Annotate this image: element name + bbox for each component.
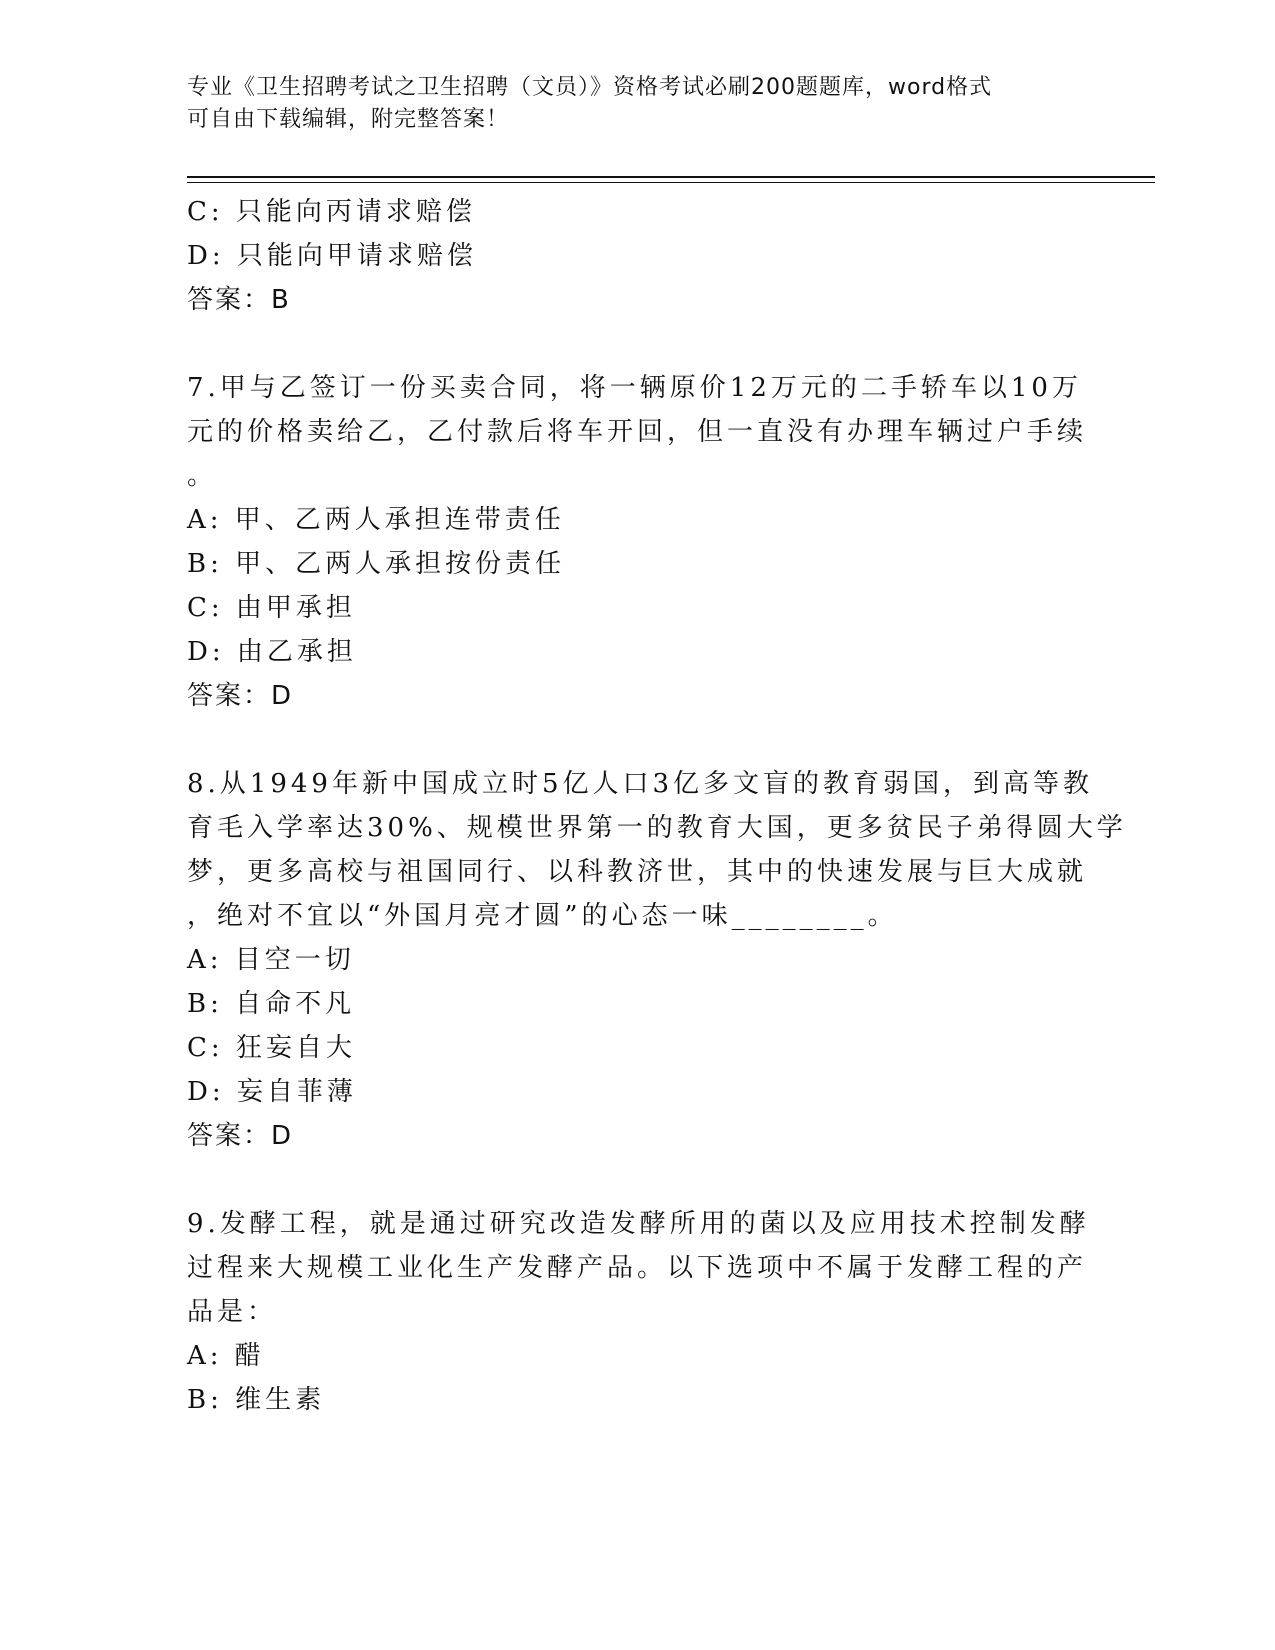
spacer (187, 718, 1087, 762)
q6-option-d: D: 只能向甲请求赔偿 (187, 241, 477, 271)
q7-option-a: A: 甲、乙两人承担连带责任 (187, 505, 565, 535)
q9-option-a: A: 醋 (187, 1341, 265, 1371)
q8-stem-line-3: 梦，更多高校与祖国同行、以科教济世，其中的快速发展与巨大成就 (187, 857, 1088, 887)
q8-answer: 答案：D (187, 1121, 294, 1151)
q7-stem-line-3: 。 (187, 461, 218, 491)
header-rule-thick (187, 176, 1155, 178)
q7-stem-line-2: 元的价格卖给乙，乙付款后将车开回，但一直没有办理车辆过户手续 (187, 417, 1088, 447)
q7-stem-line-1: 7.甲与乙签订一份买卖合同，将一辆原价12万元的二手轿车以10万 (187, 373, 1082, 403)
header-rule-thin (187, 182, 1155, 183)
header-line-1: 专业《卫生招聘考试之卫生招聘（文员）》资格考试必刷200题题库，word格式 (187, 75, 993, 100)
q6-answer: 答案：B (187, 285, 291, 315)
spacer (187, 322, 1087, 366)
q8-option-d: D: 妄自菲薄 (187, 1077, 357, 1107)
q9-stem-line-1: 9.发酵工程，就是通过研究改造发酵所用的菌以及应用技术控制发酵 (187, 1209, 1090, 1239)
q8-option-b: B: 自命不凡 (187, 989, 356, 1019)
question-content (187, 190, 1127, 1422)
q6-option-c: C: 只能向丙请求赔偿 (187, 197, 476, 227)
q9-option-b: B: 维生素 (187, 1385, 326, 1415)
q8-stem-line-4: ，绝对不宜以“外国月亮才圆”的心态一味________。 (187, 901, 898, 931)
q9-stem-line-3: 品是： (187, 1297, 278, 1327)
q9-stem-line-2: 过程来大规模工业化生产发酵产品。以下选项中不属于发酵工程的产 (187, 1253, 1088, 1283)
q8-stem-line-1: 8.从1949年新中国成立时5亿人口3亿多文盲的教育弱国，到高等教 (187, 769, 1094, 799)
q8-option-c: C: 狂妄自大 (187, 1033, 356, 1063)
q8-option-a: A: 目空一切 (187, 945, 355, 975)
q7-option-d: D: 由乙承担 (187, 637, 357, 667)
q7-option-c: C: 由甲承担 (187, 593, 356, 623)
q7-answer: 答案：D (187, 681, 294, 711)
q7-option-b: B: 甲、乙两人承担按份责任 (187, 549, 566, 579)
page-header (187, 72, 1087, 136)
spacer (187, 1158, 1087, 1202)
header-line-2: 可自由下载编辑，附完整答案！ (187, 107, 510, 132)
q8-stem-line-2: 育毛入学率达30%、规模世界第一的教育大国，更多贫民子弟得圆大学 (187, 813, 1127, 843)
